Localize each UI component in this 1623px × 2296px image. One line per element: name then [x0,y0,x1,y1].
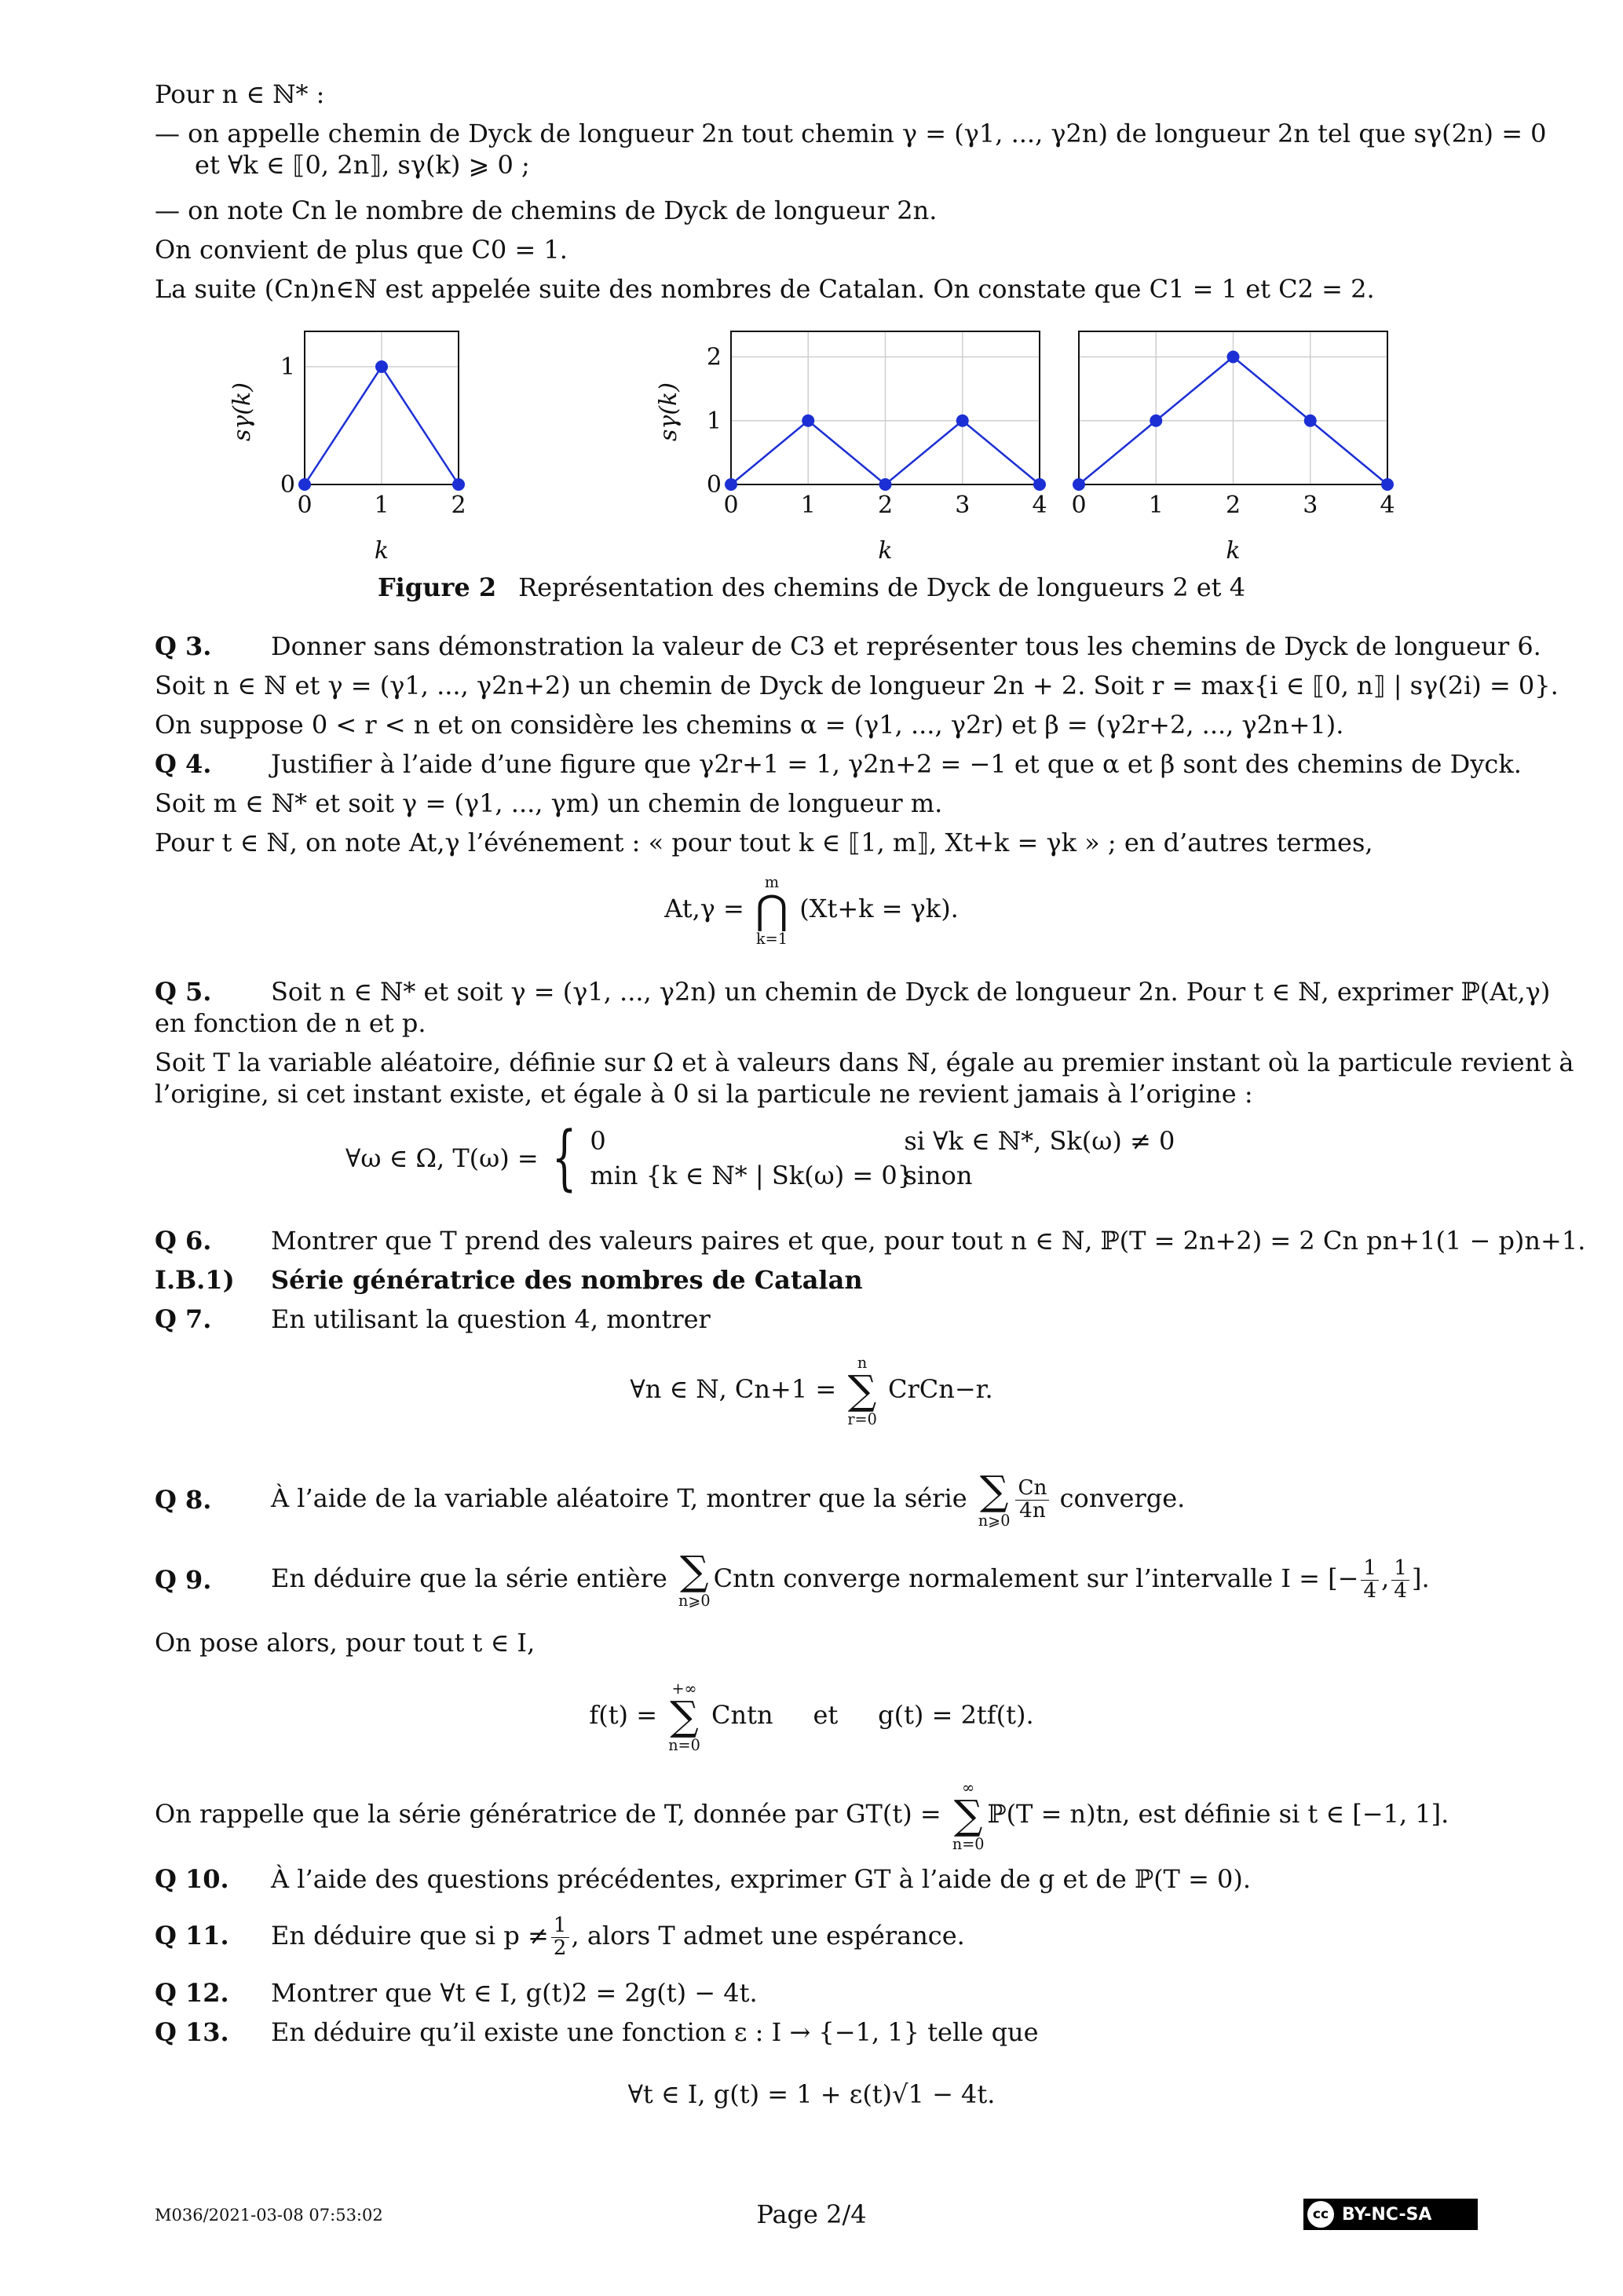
q8-number: Q 8. [155,1485,212,1515]
q6-text: Montrer que T prend des valeurs paires et que, pour tout n ∈ ℕ, ℙ(T = 2n+2) = 2 Cn pn+1(1 − p)n+1. [271,1226,1586,1256]
q5-number: Q 5. [155,977,212,1007]
para-2: On suppose 0 < r < n et on considère les chemins α = (γ1, ..., γ2r) et β = (γ2r+2, ..., γ2n+1). [155,710,1344,740]
chart-3-point [1073,478,1085,491]
intro-line-5: On convient de plus que C0 = 1. [155,235,568,265]
q11-frac-num: 1 [551,1915,569,1938]
q8-sum [978,1468,1011,1530]
p8-sum [952,1779,985,1852]
q9-post: ]. [1412,1563,1430,1593]
footer-code: M036/2021-03-08 07:53:02 [155,2206,383,2225]
chart-2-point [879,478,892,491]
chart-2-xtick-label: 0 [723,492,739,519]
cases-block [590,1124,1175,1193]
para-5: Soit T la variable aléatoire, définie sur Ω et à valeurs dans ℕ, égale au premier instant où la particule revient à [155,1047,1574,1077]
chart-3-point [1227,351,1240,364]
sum-symbol [847,1355,876,1428]
chart-3-xtick-label: 4 [1380,492,1395,519]
q4-text: Justifier à l’aide d’une figure que γ2r+1 = 1, γ2n+2 = −1 et que α et β sont des chemins de Dyck. [271,749,1522,779]
chart-2-xtick-label: 1 [800,492,816,519]
intro-line-4: — on note Cn le nombre de chemins de Dyck de longueur 2n. [155,196,938,225]
q9-f1-num: 1 [1361,1558,1379,1581]
chart-1-ytick-label: 0 [280,471,295,499]
chart-3-xtick-label: 3 [1303,492,1318,519]
q11-number: Q 11. [155,1921,229,1951]
chart-2-ylabel: sγ(k) [655,382,682,441]
chart-2-point [956,415,969,427]
chart-1-point [375,360,388,373]
cc-license-badge [1303,2199,1478,2230]
para-1: Soit n ∈ ℕ et γ = (γ1, ..., γ2n+2) un chemin de Dyck de longueur 2n + 2. Soit r = max{i ∈ ⟦0, n⟧ | sγ(2i) = 0}. [155,671,1559,700]
equation-T-definition [345,1117,1366,1199]
cc-license-label: BY-NC-SA [1342,2204,1432,2225]
p8-pre: On rappelle que la série génératrice de T, donnée par GT(t) = [155,1799,941,1829]
p8-op: ∑ [953,1791,983,1839]
chart-3-point [1304,415,1317,427]
eq1-lhs: At,γ = [664,894,744,924]
chart-1-xtick-label: 2 [451,492,466,519]
q13-text: En déduire qu’il existe une fonction ε : I → {−1, 1} telle que [271,2017,1039,2047]
q11-pre: En déduire que si p ≠ [271,1921,549,1951]
q9-frac-2 [1391,1558,1409,1602]
q7-text: En utilisant la question 4, montrer [271,1304,711,1334]
q9-text [271,1539,1484,1618]
eq3-bot: r=0 [847,1410,877,1429]
eq3-rhs: CrCn−r. [887,1374,993,1405]
intro-line-2: — on appelle chemin de Dyck de longueur 2n tout chemin γ = (γ1, ..., γ2n) de longueur 2n tel que sγ(2n) = 0 [155,119,1547,148]
chart-3-xlabel: k [1226,537,1241,565]
cases-brace: { [551,1117,577,1199]
q12-text: Montrer que ∀t ∈ I, g(t)2 = 2g(t) − 4t. [271,1978,758,2008]
q6-number: Q 6. [155,1226,212,1256]
chart-3-point [1381,478,1394,491]
equation-g-sqrt: ∀t ∈ I, g(t) = 1 + ε(t)√1 − 4t. [627,2079,996,2109]
para-8 [155,1771,1482,1857]
case1-value: 0 [590,1126,606,1156]
chart-2-xtick-label: 3 [955,492,971,519]
eq3-lhs: ∀n ∈ ℕ, Cn+1 = [630,1374,837,1405]
chart-3-xtick-label: 0 [1071,492,1087,519]
chart-2-ytick-label: 1 [706,407,722,435]
q8-bot: n⩾0 [978,1511,1011,1530]
big-intersection [755,874,788,947]
chart-1-point [452,478,465,491]
intro-line-3: et ∀k ∈ ⟦0, 2n⟧, sγ(k) ⩾ 0 ; [195,150,530,180]
figure-caption-text: Représentation des chemins de Dyck de longueurs 2 et 4 [518,572,1246,602]
figure-caption [0,572,1623,603]
eq4-bot: n=0 [668,1736,700,1755]
chart-3-xtick-label: 2 [1225,492,1241,519]
eq4-top: +∞ [671,1680,697,1698]
q9-sum [678,1548,711,1610]
dyck-paths-figure [0,314,1623,565]
chart-1-ylabel: sγ(k) [228,382,256,441]
q9-f2-num: 1 [1391,1558,1409,1581]
eq1-bot: k=1 [756,930,788,949]
q8-fraction [1015,1478,1049,1522]
case2-value: min {k ∈ ℕ* | Sk(ω) = 0} [590,1161,914,1190]
p8-top: ∞ [962,1778,975,1797]
q9-frac-1 [1361,1558,1379,1602]
q8-text [271,1459,1484,1537]
chart-2-xtick-label: 2 [877,492,894,519]
q9-number: Q 9. [155,1565,212,1595]
footer-page-number: Page 2/4 [756,2199,867,2229]
q9-f1-den: 4 [1363,1579,1377,1603]
eq3-op: ∑ [847,1367,877,1415]
intro-line-1: Pour n ∈ ℕ* : [155,79,325,109]
eq4-rhs: Cntn et g(t) = 2tf(t). [711,1700,1034,1731]
q8-post: converge. [1059,1483,1186,1513]
q3-text: Donner sans démonstration la valeur de C3 et représenter tous les chemins de Dyck de longueur 6. [271,631,1541,661]
eq3-top: n [857,1354,868,1372]
chart-1-xtick-label: 1 [374,492,389,519]
intro-line-6: La suite (Cn)n∈ℕ est appelée suite des nombres de Catalan. On constate que C1 = 1 et C2 = 2. [155,274,1375,304]
chart-2-xtick-label: 4 [1032,492,1047,519]
q11-fraction [551,1915,569,1959]
q12-number: Q 12. [155,1978,229,2008]
equation-catalan-recurrence [0,1355,1623,1428]
para-4: Pour t ∈ ℕ, on note At,γ l’événement : « pour tout k ∈ ⟦1, m⟧, Xt+k = γk » ; en d’autres termes, [155,828,1373,857]
chart-2-ytick-label: 2 [706,343,722,371]
q11-text [271,1900,1484,1971]
eq1-op: ⋂ [755,887,789,934]
eq2-lhs: ∀ω ∈ Ω, T(ω) = [345,1143,539,1173]
q11-post: , alors T admet une espérance. [571,1921,965,1951]
p8-post: ℙ(T = n)tn, est définie si t ∈ [−1, 1]. [987,1799,1449,1829]
q8-pre: À l’aide de la variable aléatoire T, montrer que la série [271,1483,967,1513]
q8-op: ∑ [979,1468,1009,1515]
case1-condition: si ∀k ∈ ℕ*, Sk(ω) ≠ 0 [904,1126,1175,1156]
eq4-lhs: f(t) = [589,1700,658,1731]
q10-text: À l’aide des questions précédentes, exprimer GT à l’aide de g et de ℙ(T = 0). [271,1864,1252,1894]
q10-number: Q 10. [155,1864,229,1894]
chart-3-point [1150,415,1162,427]
eq1-rhs: (Xt+k = γk). [799,894,959,924]
chart-1-xlabel: k [374,537,389,565]
chart-1-ytick-label: 1 [280,353,295,381]
chart-2-ytick-label: 0 [706,471,722,499]
chart-2-point [802,415,814,427]
eq4-op: ∑ [670,1693,699,1741]
eq4-sum [668,1680,700,1753]
q9-bot: n⩾0 [678,1591,711,1610]
chart-3-xtick-label: 1 [1148,492,1164,519]
q8-den: 4n [1019,1499,1046,1523]
chart-2-xlabel: k [878,537,893,565]
equation-events [0,874,1623,947]
equation-f-g [0,1680,1623,1753]
para-6: l’origine, si cet instant existe, et égale à 0 si la particule ne revient jamais à l’origine : [155,1079,1253,1109]
figure-label: Figure 2 [377,572,497,602]
q4-number: Q 4. [155,749,212,779]
section-number: I.B.1) [155,1265,235,1295]
q11-frac-den: 2 [553,1936,567,1960]
dyck-paths-svg [0,314,1623,565]
section-title: Série génératrice des nombres de Catalan [271,1265,863,1295]
chart-1-point [298,478,311,491]
para-3: Soit m ∈ ℕ* et soit γ = (γ1, ..., γm) un chemin de longueur m. [155,788,943,818]
q9-op: ∑ [680,1548,709,1596]
case2-condition: sinon [904,1161,973,1190]
q5-text: Soit n ∈ ℕ* et soit γ = (γ1, ..., γ2n) un chemin de Dyck de longueur 2n. Pour t ∈ ℕ, exprimer ℙ(At,γ) [271,977,1551,1007]
p8-bot: n=0 [952,1835,985,1854]
chart-1-xtick-label: 0 [297,492,313,519]
chart-2-point [1033,478,1046,491]
eq1-top: m [764,873,780,891]
q13-number: Q 13. [155,2017,229,2047]
q9-mid: Cntn converge normalement sur l’intervalle I = [− [713,1563,1359,1593]
para-7: On pose alors, pour tout t ∈ I, [155,1628,536,1658]
q9-f2-den: 4 [1394,1579,1407,1603]
q5-text-cont: en fonction de n et p. [155,1008,426,1038]
q9-pre: En déduire que la série entière [271,1563,667,1593]
q9-sep: , [1381,1563,1390,1593]
q7-number: Q 7. [155,1304,212,1334]
chart-2-point [725,478,737,491]
q3-number: Q 3. [155,631,212,661]
cc-icon: cc [1307,2201,1334,2228]
q8-num: Cn [1015,1478,1049,1501]
